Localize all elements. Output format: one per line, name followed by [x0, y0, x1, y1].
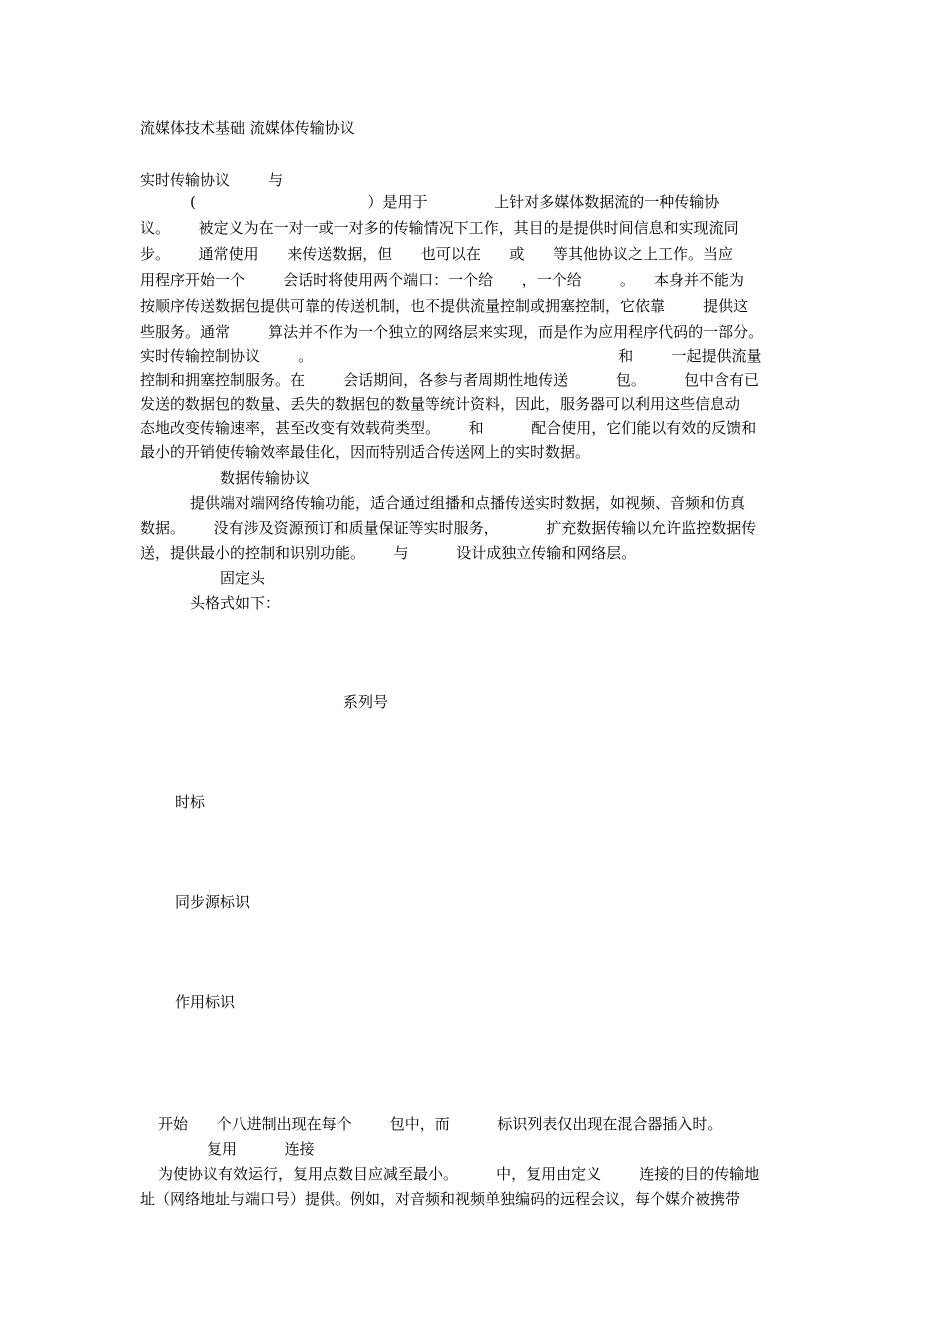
paragraph-line: 实时传输控制协议 。 和 一起提供流量	[140, 347, 762, 365]
field-label-csrc: 作用标识	[175, 993, 236, 1011]
section-heading-fixed-header: 固定头	[220, 569, 266, 587]
paragraph-line: 些服务。通常 算法并不作为一个独立的网络层来实现，而是作为应用程序代码的一部分。	[140, 323, 764, 341]
header-format-label: 头格式如下：	[190, 594, 281, 612]
paragraph-line: 发送的数据包的数量、丢失的数据包的数量等统计资料，因此，服务器可以利用这些信息动	[140, 395, 741, 413]
field-label-ssrc: 同步源标识	[175, 893, 251, 911]
paragraph-line: 址（网络地址与端口号）提供。例如，对音频和视频单独编码的远程会议，每个媒介被携带	[140, 1190, 741, 1208]
field-label-sequence: 系列号	[343, 693, 389, 711]
section-heading-rtp: 实时传输协议 与	[140, 171, 284, 189]
paragraph-line: 按顺序传送数据包提供可靠的传送机制，也不提供流量控制或拥塞控制，它依靠 提供这	[140, 297, 749, 315]
paragraph-line: 控制和拥塞控制服务。在 会话期间，各参与者周期性地传送 包。 包中含有已	[140, 371, 759, 389]
paragraph-line: 步。 通常使用 来传送数据，但 也可以在 或 等其他协议之上工作。当应	[140, 245, 734, 263]
section-heading-multiplex: 复用 连接	[207, 1140, 315, 1158]
paragraph-line: ( ）是用于 上针对多媒体数据流的一种传输协	[190, 193, 720, 211]
paragraph-line: 数据。 没有涉及资源预订和质量保证等实时服务， 扩充数据传输以允许监控数据传	[140, 519, 757, 537]
field-label-timestamp: 时标	[175, 793, 206, 811]
paragraph-line: 开始 个八进制出现在每个 包中，而 标识列表仅出现在混合器插入时。	[158, 1115, 723, 1133]
document-title: 流媒体技术基础 流媒体传输协议	[140, 119, 355, 137]
paragraph-line: 用程序开始一个 会话时将使用两个端口：一个给 ，一个给 。 本身并不能为	[140, 271, 744, 289]
paragraph-line: 送，提供最小的控制和识别功能。 与 设计成独立传输和网络层。	[140, 544, 637, 562]
section-heading-data-transfer: 数据传输协议	[220, 469, 311, 487]
paragraph-line: 提供端对端网络传输功能，适合通过组播和点播传送实时数据，如视频、音频和仿真	[190, 494, 746, 512]
paragraph-line: 最小的开销使传输效率最佳化，因而特别适合传送网上的实时数据。	[140, 443, 591, 461]
paragraph-line: 为使协议有效运行，复用点数目应减至最小。 中，复用由定义 连接的目的传输地	[158, 1165, 760, 1183]
paragraph-line: 态地改变传输速率，甚至改变有效载荷类型。 和 配合使用，它们能以有效的反馈和	[140, 419, 757, 437]
paragraph-line: 议。 被定义为在一对一或一对多的传输情况下工作，其目的是提供时间信息和实现流同	[140, 219, 739, 237]
